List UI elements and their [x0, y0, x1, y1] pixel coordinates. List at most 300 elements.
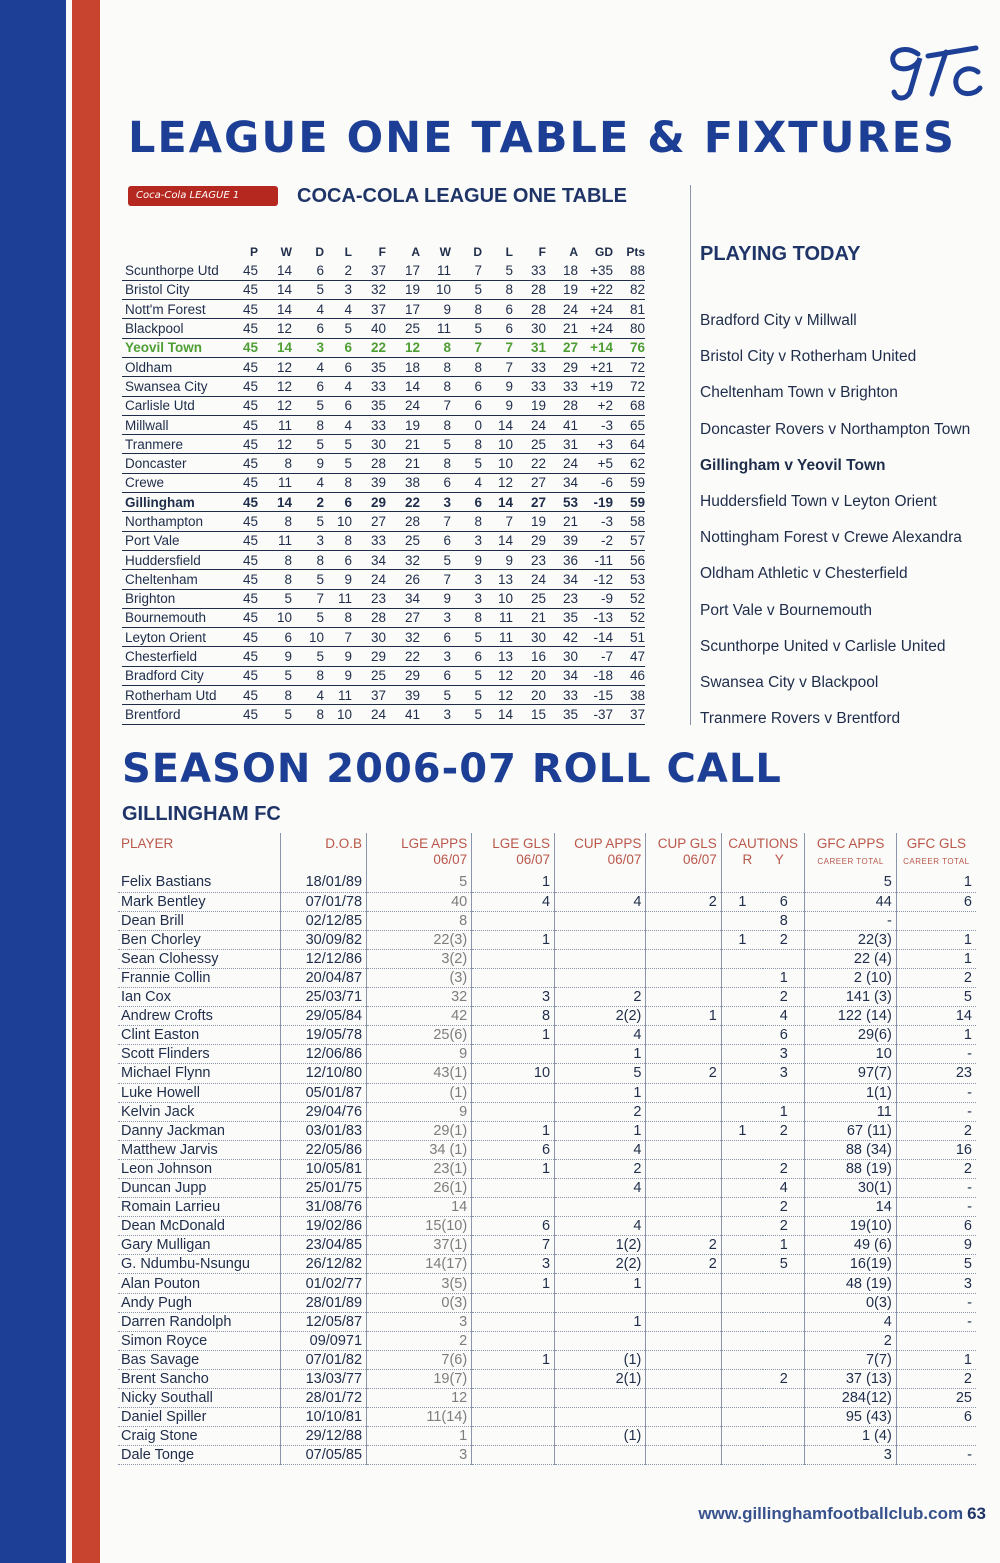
league-cell: 12: [482, 473, 513, 492]
roll-cup-apps: [555, 1331, 646, 1350]
roll-lge-apps: 7(6): [367, 1350, 472, 1369]
roll-lge-gls: [472, 1369, 555, 1388]
roll-cup-apps: (1): [555, 1350, 646, 1369]
league-cell: 32: [386, 628, 420, 647]
roll-lge-apps: 3(2): [367, 949, 472, 968]
league-cell: 23: [546, 589, 578, 608]
league-cell: 33: [513, 377, 546, 396]
league-cell: 29: [386, 666, 420, 685]
roll-call-row: [118, 1083, 976, 1102]
roll-dob: 22/05/86: [281, 1140, 367, 1159]
league-cell: 5: [451, 686, 482, 705]
roll-cup-gls: [646, 930, 721, 949]
roll-player-name: Luke Howell: [118, 1083, 281, 1102]
league-cell: 28: [352, 608, 386, 627]
roll-cautions-y: 2: [763, 1198, 805, 1217]
roll-call-row: [118, 1198, 976, 1217]
league-cell: 29: [546, 357, 578, 376]
roll-lge-gls: 8: [472, 1007, 555, 1026]
roll-lge-apps: 3: [367, 1312, 472, 1331]
roll-gfc-gls: 2: [896, 1369, 976, 1388]
league-cell: 7: [420, 396, 451, 415]
roll-gfc-gls: 1: [896, 949, 976, 968]
roll-lge-apps: 29(1): [367, 1121, 472, 1140]
league-cell: 45: [236, 261, 258, 280]
roll-cup-gls: 2: [646, 1064, 721, 1083]
roll-cautions-y: [763, 1293, 805, 1312]
roll-cup-apps: [555, 968, 646, 987]
league-row: [122, 377, 645, 396]
roll-dob: 03/01/83: [281, 1121, 367, 1140]
roll-dob: 07/05/85: [281, 1446, 367, 1465]
league-cell: 6: [292, 377, 324, 396]
league-row: [122, 647, 645, 666]
roll-lge-gls: 1: [472, 1026, 555, 1045]
league-cell: 14: [482, 705, 513, 724]
roll-player-name: Sean Clohessy: [118, 949, 281, 968]
league-cell: 9: [292, 454, 324, 473]
league-col-header: D: [473, 244, 482, 259]
league-row: [122, 628, 645, 647]
left-red-stripe: [72, 0, 100, 1563]
league-cell: 45: [236, 512, 258, 531]
league-cell: 65: [613, 415, 645, 434]
league-cell: 21: [513, 608, 546, 627]
league-cell: 19: [513, 396, 546, 415]
roll-cup-gls: [646, 1121, 721, 1140]
roll-cup-gls: [646, 873, 721, 892]
roll-player-name: Clint Easton: [118, 1026, 281, 1045]
league-team-name: Rotherham Utd: [122, 686, 236, 705]
league-cell: 22: [386, 647, 420, 666]
roll-lge-gls: [472, 949, 555, 968]
roll-gfc-apps: 2 (10): [805, 968, 896, 987]
league-cell: 16: [513, 647, 546, 666]
roll-gfc-apps: 0(3): [805, 1293, 896, 1312]
league-cell: 8: [451, 300, 482, 319]
header-lge-gls-line1: LGE GLS: [492, 836, 551, 851]
roll-cup-apps: [555, 949, 646, 968]
roll-call-row: [118, 988, 976, 1007]
roll-gfc-gls: 6: [896, 1408, 976, 1427]
league-cell: 8: [258, 512, 292, 531]
roll-lge-gls: 1: [472, 1274, 555, 1293]
league-cell: 4: [451, 473, 482, 492]
league-cell: 8: [420, 338, 451, 357]
league-cell: 35: [352, 357, 386, 376]
league-cell: 53: [613, 570, 645, 589]
page-number: 63: [967, 1504, 986, 1523]
roll-dob: 09/0971: [281, 1331, 367, 1350]
league-cell: 6: [324, 493, 352, 512]
league-cell: 14: [258, 300, 292, 319]
roll-player-name: Andy Pugh: [118, 1293, 281, 1312]
roll-cautions-y: [763, 1331, 805, 1350]
roll-player-name: Nicky Southall: [118, 1389, 281, 1408]
roll-cautions-r: [721, 1045, 763, 1064]
league-cell: 9: [420, 589, 451, 608]
roll-dob: 07/01/78: [281, 892, 367, 911]
roll-player-name: Gary Mulligan: [118, 1236, 281, 1255]
league-team-name: Bradford City: [122, 666, 236, 685]
league-table: [122, 242, 645, 725]
league-cell: 6: [292, 319, 324, 338]
roll-lge-apps: 23(1): [367, 1159, 472, 1178]
roll-player-name: Scott Flinders: [118, 1045, 281, 1064]
roll-call-row: [118, 1369, 976, 1388]
roll-gfc-apps: 14: [805, 1198, 896, 1217]
roll-lge-gls: [472, 1446, 555, 1465]
header-lge-apps-line1: LGE APPS: [401, 836, 468, 851]
league-cell: 8: [420, 377, 451, 396]
league-team-name: Bournemouth: [122, 608, 236, 627]
league-row: [122, 454, 645, 473]
league-col-header: Pts: [626, 244, 645, 259]
league-cell: 57: [613, 531, 645, 550]
league-cell: 3: [324, 280, 352, 299]
league-row: [122, 357, 645, 376]
roll-gfc-apps: 10: [805, 1045, 896, 1064]
roll-lge-apps: 42: [367, 1007, 472, 1026]
league-cell: +14: [578, 338, 613, 357]
league-cell: 9: [324, 666, 352, 685]
roll-player-name: Matthew Jarvis: [118, 1140, 281, 1159]
league-team-name: Oldham: [122, 357, 236, 376]
league-cell: 45: [236, 396, 258, 415]
league-cell: 45: [236, 628, 258, 647]
roll-player-name: Darren Randolph: [118, 1312, 281, 1331]
league-cell: 11: [258, 473, 292, 492]
roll-cup-apps: 1: [555, 1274, 646, 1293]
league-cell: 45: [236, 338, 258, 357]
league-cell: +19: [578, 377, 613, 396]
league-cell: 10: [324, 705, 352, 724]
league-cell: 45: [236, 705, 258, 724]
league-cell: 10: [420, 280, 451, 299]
roll-dob: 10/10/81: [281, 1408, 367, 1427]
league-cell: 19: [513, 512, 546, 531]
league-cell: 25: [513, 435, 546, 454]
roll-cup-gls: [646, 1446, 721, 1465]
fixture-item: Tranmere Rovers v Brentford: [700, 710, 901, 728]
roll-cautions-r: 1: [721, 1121, 763, 1140]
roll-cup-gls: [646, 1045, 721, 1064]
league-cell: 21: [386, 435, 420, 454]
roll-lge-gls: [472, 1045, 555, 1064]
roll-cautions-y: 2: [763, 1369, 805, 1388]
league-cell: 34: [546, 570, 578, 589]
roll-cup-gls: [646, 1274, 721, 1293]
roll-cautions-r: [721, 1198, 763, 1217]
fixture-item: Port Vale v Bournemouth: [700, 601, 873, 619]
league-cell: 12: [258, 396, 292, 415]
league-cell: 6: [292, 261, 324, 280]
league-cell: 80: [613, 319, 645, 338]
roll-gfc-apps: 3: [805, 1446, 896, 1465]
league-cell: 45: [236, 280, 258, 299]
league-cell: 4: [292, 357, 324, 376]
roll-cautions-y: 8: [763, 911, 805, 930]
header-cup-gls: [646, 833, 721, 873]
league-cell: 8: [258, 570, 292, 589]
fixture-item: Scunthorpe United v Carlisle United: [700, 637, 946, 655]
league-cell: 11: [324, 686, 352, 705]
roll-lge-gls: 4: [472, 892, 555, 911]
roll-lge-apps: 32: [367, 988, 472, 1007]
roll-lge-apps: 26(1): [367, 1179, 472, 1198]
roll-player-name: Leon Johnson: [118, 1159, 281, 1178]
roll-gfc-apps: 95 (43): [805, 1408, 896, 1427]
roll-cautions-r: [721, 1331, 763, 1350]
roll-cautions-y: 1: [763, 1236, 805, 1255]
fixture-item: Doncaster Rovers v Northampton Town: [700, 420, 971, 438]
league-cell: 5: [324, 435, 352, 454]
roll-call-row: [118, 1102, 976, 1121]
roll-lge-gls: [472, 1331, 555, 1350]
roll-cup-apps: 5: [555, 1064, 646, 1083]
league-cell: 56: [613, 550, 645, 569]
roll-player-name: Felix Bastians: [118, 873, 281, 892]
league-cell: 0: [451, 415, 482, 434]
league-cell: +5: [578, 454, 613, 473]
league-cell: 33: [513, 357, 546, 376]
league-team-name: Chesterfield: [122, 647, 236, 666]
league-cell: 11: [420, 261, 451, 280]
roll-dob: 29/04/76: [281, 1102, 367, 1121]
roll-dob: 19/05/78: [281, 1026, 367, 1045]
roll-cup-apps: 4: [555, 1179, 646, 1198]
roll-cup-apps: (1): [555, 1427, 646, 1446]
league-cell: 59: [613, 473, 645, 492]
league-cell: 28: [513, 280, 546, 299]
league-cell: 6: [451, 377, 482, 396]
league-team-name: Crewe: [122, 473, 236, 492]
roll-call-row: [118, 1427, 976, 1446]
roll-gfc-gls: 6: [896, 892, 976, 911]
league-cell: 7: [420, 512, 451, 531]
roll-cup-gls: [646, 1408, 721, 1427]
roll-cup-apps: 1: [555, 1045, 646, 1064]
league-row: [122, 319, 645, 338]
league-col-header: A: [569, 244, 578, 259]
roll-gfc-apps: 7(7): [805, 1350, 896, 1369]
roll-gfc-apps: 5: [805, 873, 896, 892]
roll-cup-apps: 4: [555, 892, 646, 911]
roll-cup-apps: [555, 930, 646, 949]
header-cautions-y: Y: [774, 852, 784, 867]
roll-cup-gls: [646, 968, 721, 987]
header-cup-apps: [555, 833, 646, 873]
league-cell: 5: [451, 666, 482, 685]
league-cell: 5: [292, 608, 324, 627]
league-cell: 28: [386, 512, 420, 531]
league-cell: 30: [352, 628, 386, 647]
header-gfc-gls-line2: CAREER TOTAL: [903, 857, 970, 866]
roll-gfc-gls: 9: [896, 1236, 976, 1255]
roll-call-row: [118, 1026, 976, 1045]
league-cell: 11: [258, 415, 292, 434]
roll-lge-gls: 1: [472, 930, 555, 949]
roll-cautions-y: [763, 1389, 805, 1408]
league-cell: 24: [513, 415, 546, 434]
header-cup-gls-line1: CUP GLS: [657, 836, 717, 851]
league-cell: 10: [292, 628, 324, 647]
roll-call-row: [118, 968, 976, 987]
header-cup-apps-line1: CUP APPS: [574, 836, 642, 851]
roll-cautions-r: [721, 1255, 763, 1274]
roll-dob: 20/04/87: [281, 968, 367, 987]
league-col-header: F: [538, 244, 546, 259]
league-cell: 34: [546, 473, 578, 492]
roll-cautions-r: [721, 1312, 763, 1331]
league-cell: 45: [236, 300, 258, 319]
roll-cautions-y: 2: [763, 930, 805, 949]
league-cell: -3: [578, 415, 613, 434]
league-cell: 6: [482, 319, 513, 338]
roll-dob: 25/03/71: [281, 988, 367, 1007]
roll-cautions-r: [721, 1217, 763, 1236]
league-cell: 3: [420, 705, 451, 724]
roll-lge-gls: [472, 1389, 555, 1408]
league-cell: 9: [324, 570, 352, 589]
league-row: [122, 686, 645, 705]
league-cell: 10: [258, 608, 292, 627]
roll-player-name: Craig Stone: [118, 1427, 281, 1446]
league-cell: 64: [613, 435, 645, 454]
league-cell: 33: [546, 377, 578, 396]
roll-gfc-gls: -: [896, 1083, 976, 1102]
league-cell: 19: [386, 415, 420, 434]
roll-lge-apps: 8: [367, 911, 472, 930]
footer-url: www.gillinghamfootballclub.com: [698, 1504, 964, 1523]
roll-cautions-y: 2: [763, 1121, 805, 1140]
roll-cup-gls: [646, 1389, 721, 1408]
roll-call-row: [118, 873, 976, 892]
league-cell: 42: [546, 628, 578, 647]
league-cell: 38: [613, 686, 645, 705]
roll-lge-apps: 1: [367, 1427, 472, 1446]
league-cell: 14: [482, 531, 513, 550]
league-cell: -6: [578, 473, 613, 492]
league-cell: 24: [352, 570, 386, 589]
roll-lge-apps: 11(14): [367, 1408, 472, 1427]
roll-cautions-y: [763, 1140, 805, 1159]
roll-gfc-gls: [896, 1427, 976, 1446]
league-cell: -3: [578, 512, 613, 531]
league-cell: 9: [482, 377, 513, 396]
league-cell: 6: [451, 647, 482, 666]
league-cell: 39: [386, 686, 420, 705]
roll-cup-gls: [646, 1140, 721, 1159]
league-cell: 45: [236, 435, 258, 454]
league-cell: 19: [546, 280, 578, 299]
league-cell: 6: [420, 473, 451, 492]
league-cell: 12: [258, 319, 292, 338]
roll-dob: 29/05/84: [281, 1007, 367, 1026]
league-cell: 3: [420, 608, 451, 627]
league-cell: 21: [546, 512, 578, 531]
roll-cup-apps: [555, 1293, 646, 1312]
roll-cup-gls: [646, 1331, 721, 1350]
roll-dob: 01/02/77: [281, 1274, 367, 1293]
league-cell: 10: [324, 512, 352, 531]
roll-cautions-r: [721, 1446, 763, 1465]
roll-cup-gls: [646, 1083, 721, 1102]
roll-gfc-apps: 19(10): [805, 1217, 896, 1236]
league-cell: +21: [578, 357, 613, 376]
roll-player-name: Duncan Jupp: [118, 1179, 281, 1198]
roll-lge-apps: 14: [367, 1198, 472, 1217]
league-cell: 4: [292, 686, 324, 705]
roll-player-name: Kelvin Jack: [118, 1102, 281, 1121]
roll-player-name: Simon Royce: [118, 1331, 281, 1350]
roll-lge-gls: 6: [472, 1140, 555, 1159]
footer: [698, 1504, 986, 1524]
league-cell: 5: [292, 512, 324, 531]
roll-cup-apps: 2: [555, 1102, 646, 1121]
league-cell: 27: [546, 338, 578, 357]
league-row: [122, 570, 645, 589]
roll-cautions-y: 2: [763, 1159, 805, 1178]
league-cell: +22: [578, 280, 613, 299]
roll-cup-gls: [646, 1312, 721, 1331]
roll-player-name: Dale Tonge: [118, 1446, 281, 1465]
league-cell: 24: [513, 570, 546, 589]
roll-gfc-apps: 48 (19): [805, 1274, 896, 1293]
league-cell: -11: [578, 550, 613, 569]
roll-gfc-apps: 67 (11): [805, 1121, 896, 1140]
roll-cautions-y: [763, 1350, 805, 1369]
roll-dob: 28/01/72: [281, 1389, 367, 1408]
league-row: [122, 300, 645, 319]
league-col-header: L: [505, 244, 513, 259]
league-cell: 17: [386, 300, 420, 319]
roll-call-row: [118, 1389, 976, 1408]
league-cell: 5: [451, 628, 482, 647]
roll-lge-gls: [472, 1293, 555, 1312]
league-cell: 38: [386, 473, 420, 492]
roll-cautions-y: [763, 1408, 805, 1427]
roll-cautions-r: [721, 1179, 763, 1198]
roll-gfc-gls: -: [896, 1179, 976, 1198]
roll-player-name: Danny Jackman: [118, 1121, 281, 1140]
league-cell: 13: [482, 647, 513, 666]
roll-cautions-y: [763, 949, 805, 968]
league-cell: 20: [513, 686, 546, 705]
league-cell: 3: [292, 338, 324, 357]
league-cell: 6: [420, 666, 451, 685]
roll-lge-gls: 1: [472, 1121, 555, 1140]
roll-call-row: [118, 892, 976, 911]
league-cell: 6: [324, 357, 352, 376]
league-cell: 33: [352, 415, 386, 434]
league-cell: 52: [613, 608, 645, 627]
league-col-header: W: [439, 244, 451, 259]
league-cell: 5: [292, 570, 324, 589]
roll-call-row: [118, 1140, 976, 1159]
league-cell: 45: [236, 377, 258, 396]
league-cell: 47: [613, 647, 645, 666]
roll-lge-gls: 1: [472, 873, 555, 892]
roll-cautions-y: 4: [763, 1179, 805, 1198]
roll-lge-gls: 6: [472, 1217, 555, 1236]
roll-lge-apps: 19(7): [367, 1369, 472, 1388]
roll-lge-apps: 5: [367, 873, 472, 892]
roll-dob: 12/10/80: [281, 1064, 367, 1083]
roll-cautions-y: 2: [763, 1217, 805, 1236]
league-row: [122, 550, 645, 569]
league-row: [122, 261, 645, 280]
